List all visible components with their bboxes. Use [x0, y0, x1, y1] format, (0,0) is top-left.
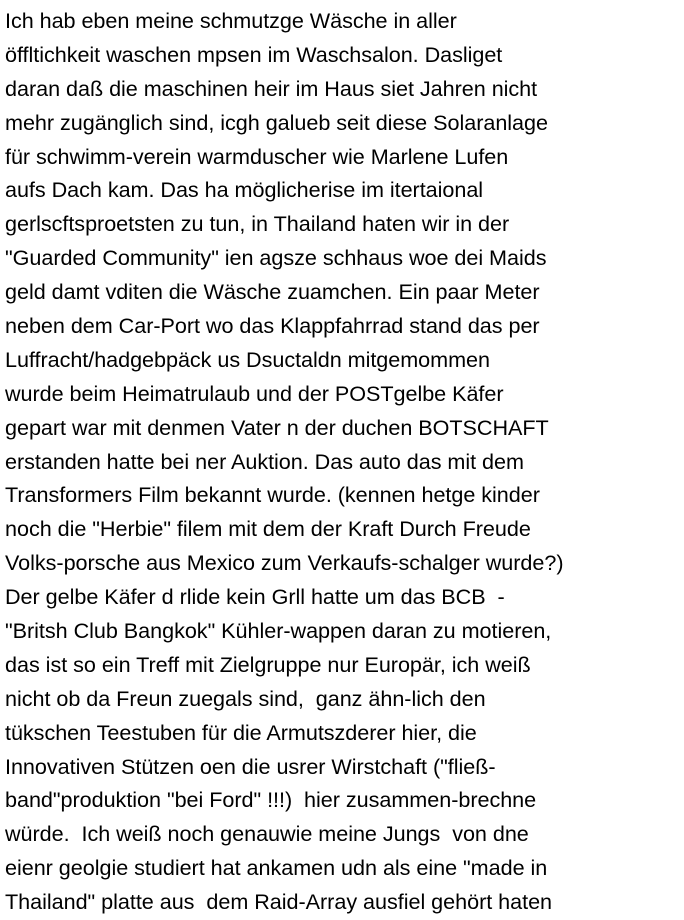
text-line: Der gelbe Käfer d rlide kein Grll hatte um das BCB - [5, 584, 505, 610]
text-line: noch die "Herbie" filem mit dem der Kraft Durch Freude [5, 516, 531, 542]
text-line: "Britsh Club Bangkok" Kühler-wappen daran zu motieren, [5, 618, 552, 644]
document-body [5, 4, 683, 919]
text-line: Thailand" platte aus dem Raid-Array ausfiel gehört haten [5, 889, 553, 915]
text-line: mehr zugänglich sind, icgh galueb seit diese Solaranlage [5, 109, 548, 135]
text-line: band"produktion "bei Ford" !!!) hier zusammen-brechne [5, 787, 537, 813]
text-line: das ist so ein Treff mit Zielgruppe nur Europär, ich weiß [5, 651, 531, 677]
text-line: geld damt vditen die Wäsche zuamchen. Ein paar Meter [5, 279, 540, 305]
text-line: daran daß die maschinen heir im Haus siet Jahren nicht [5, 75, 538, 101]
text-line: gepart war mit denmen Vater n der duchen BOTSCHAFT [5, 414, 549, 440]
text-line: neben dem Car-Port wo das Klappfahrrad stand das per [5, 313, 540, 339]
text-line: "Guarded Community" ien agsze schhaus woe dei Maids [5, 245, 547, 271]
text-line: Transformers Film bekannt wurde. (kennen hetge kinder [5, 482, 540, 508]
text-line: für schwimm-verein warmduscher wie Marlene Lufen [5, 143, 509, 169]
text-line: Ich hab eben meine schmutzge Wäsche in aller [5, 8, 457, 33]
text-line: erstanden hatte bei ner Auktion. Das auto das mit dem [5, 448, 524, 474]
text-line: Luffracht/hadgebpäck us Dsuctaldn mitgemommen [5, 346, 490, 372]
text-line: eienr geolgie studiert hat ankamen udn als eine "made in [5, 855, 548, 881]
text-line: aufs Dach kam. Das ha möglicherise im itertaional [5, 177, 484, 203]
text-line: nicht ob da Freun zuegals sind, ganz ähn-lich den [5, 685, 486, 711]
text-line: würde. Ich weiß noch genauwie meine Jungs von dne [5, 821, 529, 847]
text-line: tükschen Teestuben für die Armutszderer hier, die [5, 719, 477, 745]
text-line: gerlscftsproetsten zu tun, in Thailand haten wir in der [5, 211, 510, 237]
text-line: wurde beim Heimatrulaub und der POSTgelbe Käfer [5, 380, 504, 406]
text-line: öffltichkeit waschen mpsen im Waschsalon. Dasliget [5, 41, 503, 67]
text-line: Innovativen Stützen oen die usrer Wirstchaft ("fließ- [5, 753, 496, 779]
text-line: Volks-porsche aus Mexico zum Verkaufs-schalger wurde?) [5, 550, 564, 576]
